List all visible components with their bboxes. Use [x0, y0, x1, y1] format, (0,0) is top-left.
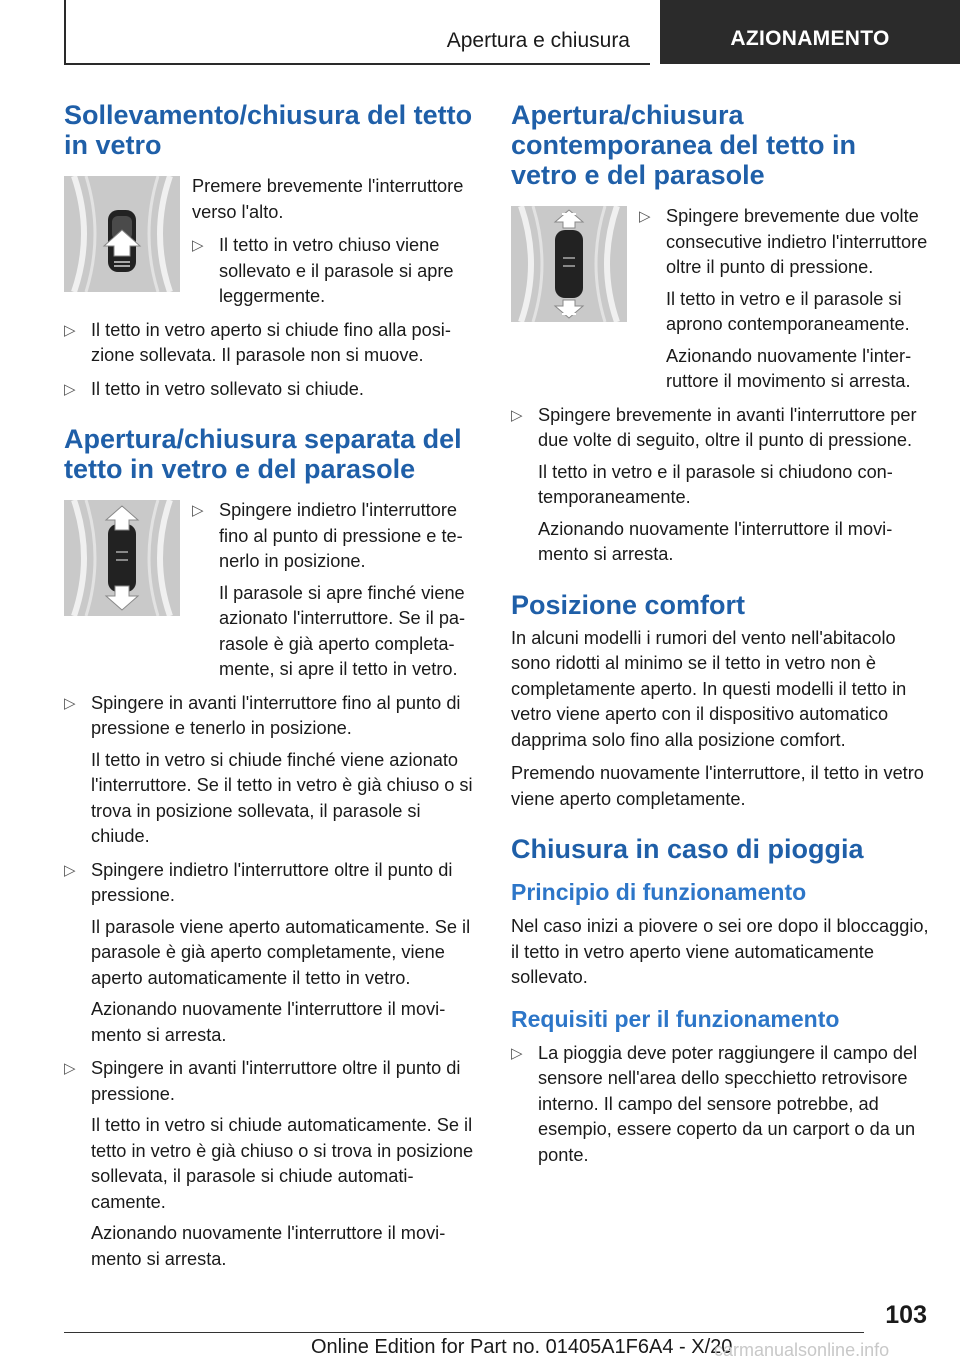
triangle-right-icon: ▷ — [64, 861, 76, 879]
section-title: Apertura/chiusura contemporanea del tetto in vetro e del parasole — [511, 100, 857, 190]
footer-watermark: carmanualsonline.info — [714, 1340, 890, 1360]
header-chapter-tab: AZIONAMENTO — [660, 0, 960, 64]
section-comfort-position — [511, 590, 929, 813]
section-title: Sollevamento/chiusura del tetto in vetro — [64, 100, 473, 160]
list-item-text: Il tetto in vetro si chiude finché viene azionato l'interruttore. Se il tetto in vetro è già chiuso o si trova in posizione sollevata, il parasole si chiude. — [91, 749, 473, 846]
paragraph: Nel caso inizi a piovere o sei ore dopo il bloccaggio, il tetto in vetro aperto viene automaticamente sollevato. — [511, 916, 929, 987]
list-item — [64, 1056, 478, 1272]
list-item-text: La pioggia deve poter raggiungere il campo del sensore nell'area dello specchietto retrovisore interno. Il campo del sensore potrebbe, ad esempio, essere coperto da un carport o da un ponte. — [538, 1042, 918, 1165]
switch-illustration-block — [64, 498, 478, 683]
list-item-text: Il tetto in vetro si chiude automaticamente. Se il tetto in vetro è già chiuso o si trova in posizione sollevata, il parasole si chiude automaticamente. — [91, 1115, 474, 1212]
list-item — [64, 858, 478, 1049]
footer-rule — [64, 1332, 864, 1333]
paragraph: In alcuni modelli i rumori del vento nell'abitacolo sono ridotti al minimo se il tetto in vetro non è completamente aperto. In questi modelli il tetto in vetro viene aperto con il dispositivo automatico dapprima solo fino alla posizione comfort. — [511, 627, 907, 750]
triangle-right-icon: ▷ — [192, 237, 204, 254]
list-item-text: Il parasole viene aperto automaticamente. Se il parasole è già aperto completamente, viene aperto automaticamente il tetto in vetro. — [91, 916, 471, 988]
section-title: Apertura/chiusura separata del tetto in vetro e del parasole — [64, 424, 462, 484]
intro-text: Premere brevemente l'interruttore verso l'alto. — [192, 176, 464, 222]
list-item — [64, 691, 478, 850]
list-item-text: Azionando nuovamente l'interruttore il movimento si arresta. — [91, 999, 446, 1045]
section-title: Chiusura in caso di pioggia — [511, 834, 864, 864]
list-item — [192, 498, 478, 683]
list-item — [64, 377, 478, 403]
triangle-right-icon: ▷ — [511, 1044, 523, 1062]
left-column — [64, 100, 478, 1294]
list-item-text: Il tetto in vetro e il parasole si aprono contemporaneamente. — [666, 288, 910, 334]
list-item-text: Azionando nuovamente l'interruttore il movimento si arresta. — [538, 518, 893, 564]
section-title: Posizione comfort — [511, 589, 746, 620]
list-item-text: Spingere indietro l'interruttore fino al punto di pressione e tenerlo in posizione. — [219, 500, 463, 571]
list-item-text: Spingere indietro l'interruttore oltre il punto di pressione. — [91, 859, 453, 905]
section-separate-open-close — [64, 424, 478, 1272]
list-item-text: Azionando nuovamente l'interruttore il movimento si arresta. — [666, 345, 912, 391]
header-rule-vertical — [64, 0, 66, 64]
switch-double-press-icon — [511, 206, 627, 322]
triangle-right-icon: ▷ — [64, 380, 76, 398]
list-item-text: Azionando nuovamente l'interruttore il movimento si arresta. — [91, 1223, 446, 1269]
list-item-text: Il tetto in vetro sollevato si chiude. — [91, 378, 364, 399]
list-item-text: Spingere in avanti l'interruttore fino al punto di pressione e tenerlo in posizione. — [91, 692, 461, 738]
list-item-text: Il tetto in vetro e il parasole si chiudono contemporaneamente. — [538, 461, 893, 507]
paragraph: Premendo nuovamente l'interruttore, il tetto in vetro viene aperto completamente. — [511, 763, 924, 809]
list-item-text: Il tetto in vetro aperto si chiude fino alla posizione sollevata. Il parasole non si muove. — [91, 319, 451, 365]
list-item-text: Spingere brevemente in avanti l'interruttore per due volte di seguito, oltre il punto di pressione. — [538, 404, 917, 450]
list-item-text: Il tetto in vetro chiuso viene sollevato e il parasole si apre leggermente. — [219, 235, 454, 306]
subsection-title: Principio di funzionamento — [511, 879, 807, 905]
list-item-text: Spingere in avanti l'interruttore oltre il punto di pressione. — [91, 1058, 461, 1104]
list-item — [192, 233, 478, 310]
right-column — [511, 100, 929, 1190]
switch-up-down-icon — [64, 500, 180, 616]
footer-edition: Online Edition for Part no. 01405A1F6A4 - X/20 — [311, 1336, 733, 1358]
list-item — [64, 318, 478, 369]
switch-illustration-block — [511, 204, 929, 395]
triangle-right-icon: ▷ — [64, 1060, 76, 1077]
list-item-text: Spingere brevemente due volte consecutive indietro l'interruttore oltre il punto di pressione. — [666, 206, 928, 277]
triangle-right-icon: ▷ — [64, 321, 76, 339]
header-rule-bottom — [64, 63, 650, 65]
section-raise-close — [64, 100, 478, 402]
switch-illustration-block — [64, 174, 478, 310]
list-item — [511, 1041, 929, 1169]
triangle-right-icon: ▷ — [639, 208, 651, 225]
triangle-right-icon: ▷ — [511, 406, 523, 424]
list-item-text: Il parasole si apre finché viene azionato l'interruttore. Se il parasole è già aperto completamente, si apre il tetto in vetro. — [219, 582, 466, 679]
triangle-right-icon: ▷ — [64, 694, 76, 712]
section-simultaneous-open-close — [511, 100, 929, 568]
triangle-right-icon: ▷ — [192, 502, 204, 519]
header-section-title: Apertura e chiusura — [446, 29, 630, 52]
subsection-title: Requisiti per il funzionamento — [511, 1005, 840, 1032]
section-rain-closing — [511, 834, 929, 1168]
list-item — [639, 204, 929, 395]
switch-up-icon — [64, 176, 180, 292]
list-item — [511, 403, 929, 568]
page-number: 103 — [885, 1301, 927, 1329]
